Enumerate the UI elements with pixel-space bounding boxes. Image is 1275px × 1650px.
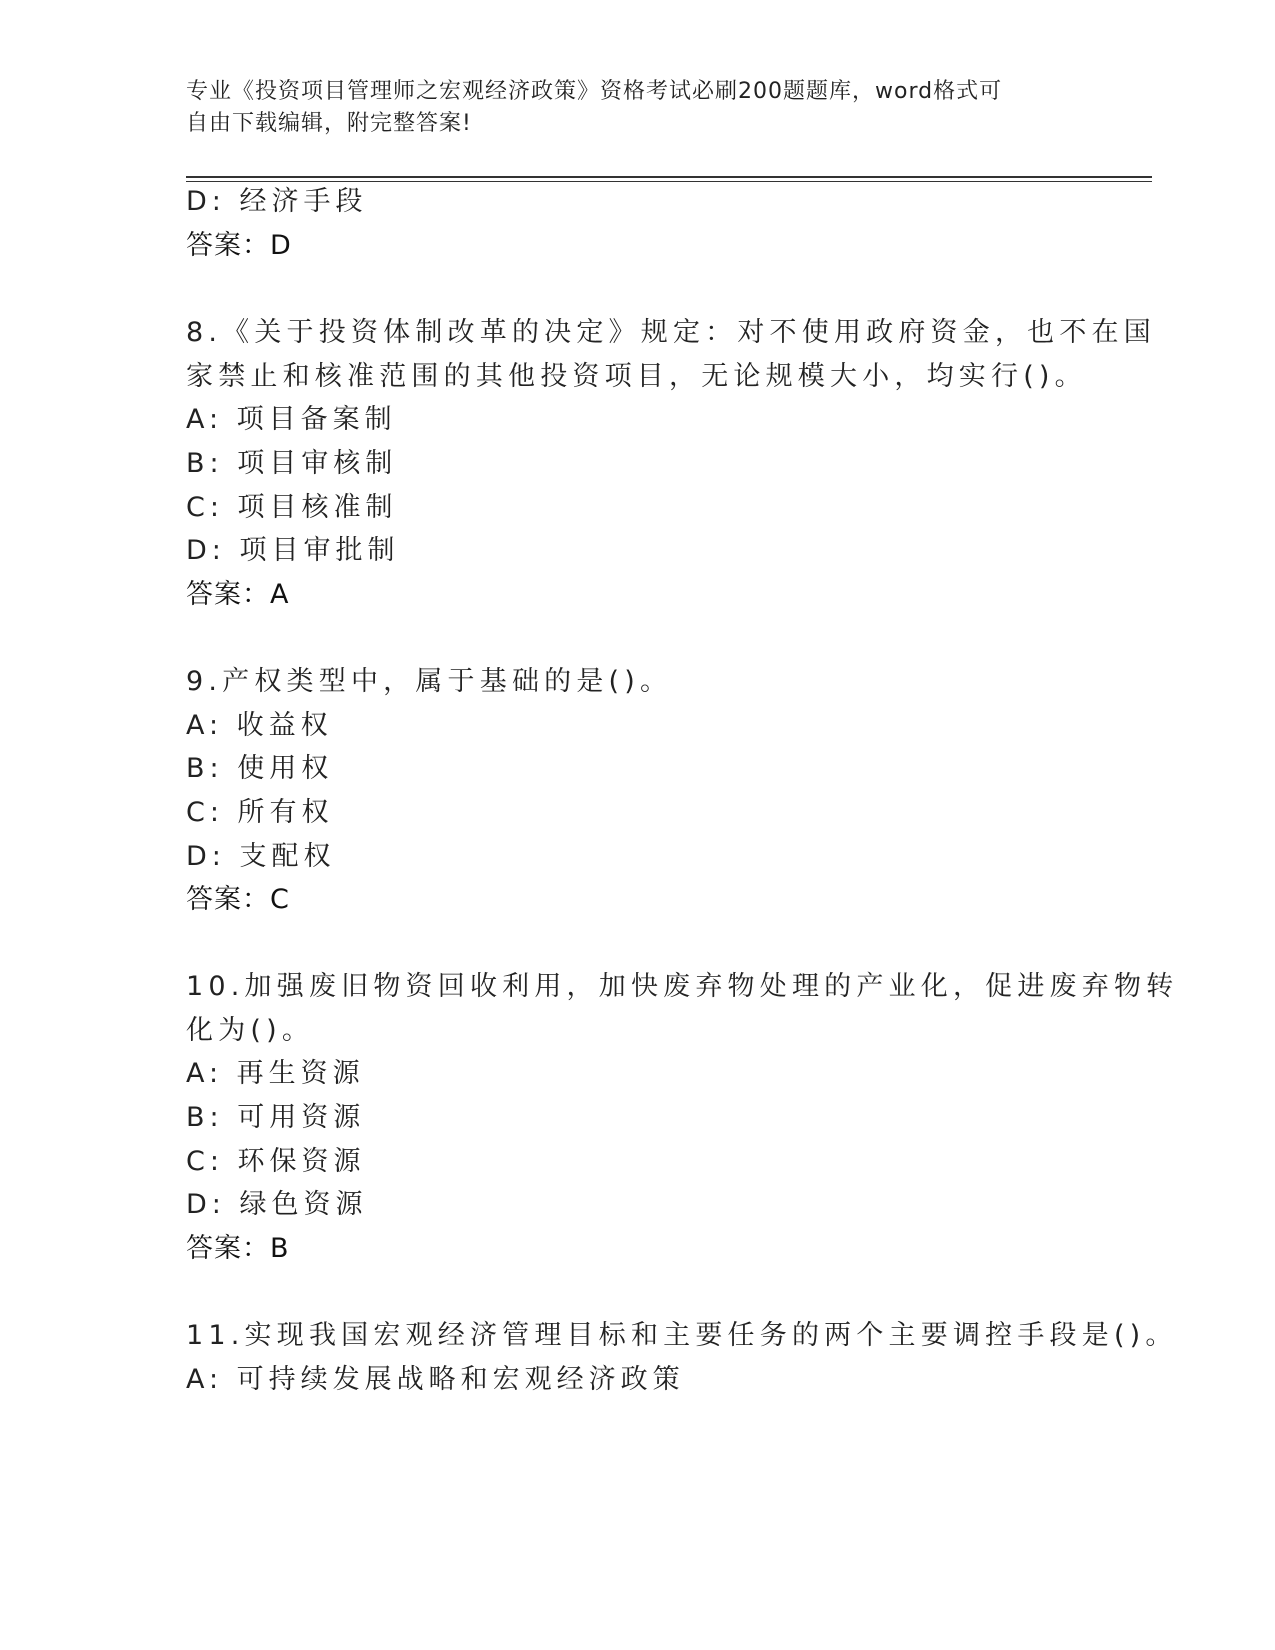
question-10-option-a: A: 再生资源 (186, 1058, 365, 1089)
header-line-2: 自由下载编辑，附完整答案! (186, 111, 472, 136)
question-8-line-1: 8.《关于投资体制改革的决定》规定：对不使用政府资金，也不在国 (186, 317, 1156, 348)
question-10-option-c: C: 环保资源 (186, 1146, 366, 1177)
question-8-answer: 答案：A (186, 579, 290, 610)
question-8-line-2: 家禁止和核准范围的其他投资项目，无论规模大小，均实行()。 (186, 361, 1087, 392)
question-10-line-2: 化为()。 (186, 1015, 315, 1046)
document-header (186, 76, 1076, 140)
question-10-option-d: D: 绿色资源 (186, 1189, 368, 1220)
question-9-option-d: D: 支配权 (186, 841, 336, 872)
question-10-option-b: B: 可用资源 (186, 1102, 366, 1133)
question-9-option-c: C: 所有权 (186, 797, 334, 828)
question-8-option-b: B: 项目审核制 (186, 448, 398, 479)
question-9-answer: 答案：C (186, 884, 290, 915)
question-10-line-1: 10.加强废旧物资回收利用，加快废弃物处理的产业化，促进废弃物转 (186, 971, 1179, 1002)
question-11-line-1: 11.实现我国宏观经济管理目标和主要任务的两个主要调控手段是()。 (186, 1320, 1178, 1351)
header-divider-thin (186, 181, 1152, 182)
question-11-option-a: A: 可持续发展战略和宏观经济政策 (186, 1364, 685, 1395)
answer-line: 答案：D (186, 230, 292, 261)
question-9-option-b: B: 使用权 (186, 753, 334, 784)
question-9-option-a: A: 收益权 (186, 710, 333, 741)
question-8-option-d: D: 项目审批制 (186, 535, 400, 566)
header-line-1: 专业《投资项目管理师之宏观经济政策》资格考试必刷200题题库，word格式可 (186, 79, 1003, 104)
question-8-option-a: A: 项目备案制 (186, 404, 397, 435)
header-divider (186, 176, 1152, 178)
option-d: D: 经济手段 (186, 186, 368, 217)
question-10-answer: 答案：B (186, 1233, 290, 1264)
question-9-line-1: 9.产权类型中，属于基础的是()。 (186, 666, 673, 697)
question-8-option-c: C: 项目核准制 (186, 492, 398, 523)
